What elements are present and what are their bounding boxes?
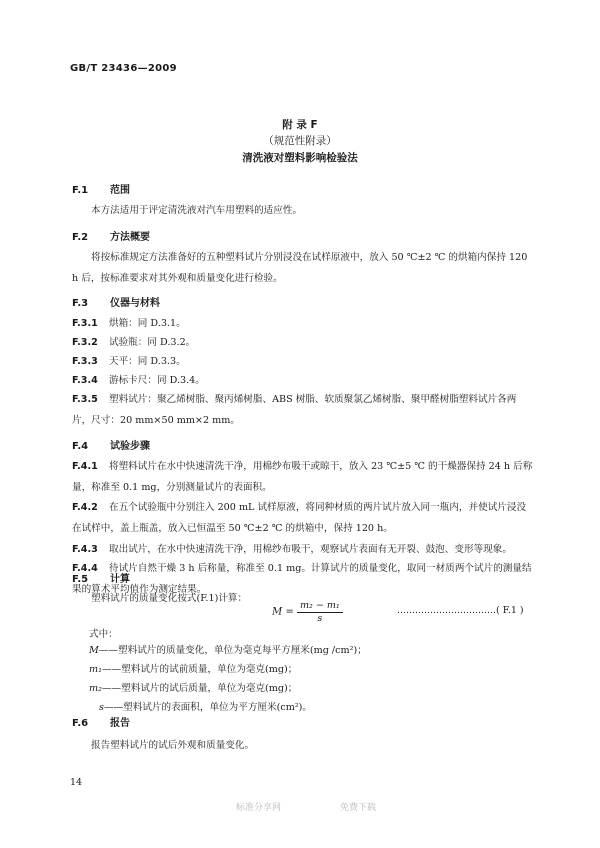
- clause-number: F.3.4: [72, 375, 98, 386]
- clause-text: 待试片自然干燥 3 h 后称量，称准至 0.1 mg。计算试片的质量变化，取同一材质两个试片的测量结果的算术平均值作为测定结果。: [72, 563, 532, 595]
- section-title: 报告: [110, 718, 130, 729]
- clause-text: 塑料试片：聚乙烯树脂、聚丙烯树脂、ABS 树脂、软质聚氯乙烯树脂、聚甲醛树脂塑料试片各两片，尺寸：20 mm×50 mm×2 mm。: [72, 394, 517, 426]
- page-number: 14: [70, 777, 83, 788]
- where-label: 式中：: [89, 629, 118, 640]
- variable-description: ——塑料试片的试前质量，单位为毫克(mg)；: [101, 664, 298, 675]
- variable-symbol: m₂: [89, 683, 102, 694]
- section-heading-f5: [72, 570, 130, 585]
- variable-definition: [89, 679, 297, 698]
- section-f1-text: 本方法适用于评定清洗液对汽车用塑料的适应性。: [91, 205, 303, 216]
- section-heading-f2: [72, 228, 150, 243]
- section-number: F.6: [72, 718, 89, 729]
- section-f2-text: 将按标准规定方法准备好的五种塑料试片分别浸没在试样原液中，放入 50 ℃±2 ℃ 的烘箱内保持 120 h 后，按标准要求对其外观和质量变化进行检验。: [72, 252, 528, 284]
- section-number: F.2: [72, 232, 89, 243]
- clause-f3-4: [72, 370, 534, 391]
- section-number: F.1: [72, 185, 89, 196]
- clause-text: 试验瓶：同 D.3.2。: [109, 337, 196, 348]
- mass-change-formula: [272, 600, 343, 624]
- clause-number: F.3.2: [72, 337, 98, 348]
- section-title: 仪器与材料: [110, 298, 160, 309]
- clause-number: F.3.3: [72, 356, 98, 367]
- section-heading-f3: [72, 294, 160, 309]
- section-title: 试验步骤: [110, 441, 150, 452]
- clause-f4-1: [72, 456, 534, 498]
- standard-number: GB/T 23436—2009: [70, 63, 177, 74]
- variable-description: ——塑料试片的表面积，单位为平方厘米(cm²)。: [103, 702, 313, 713]
- formula-equals: =: [285, 606, 294, 618]
- clause-text: 天平：同 D.3.3。: [109, 356, 186, 367]
- clause-number: F.4.2: [72, 502, 98, 513]
- clause-number: F.3.1: [72, 318, 98, 329]
- formula-reference: ( F.1 ): [496, 605, 524, 616]
- formula-dot-leader: ……………………………: [397, 606, 496, 616]
- section-title: 计算: [110, 574, 130, 585]
- section-number: F.3: [72, 298, 89, 309]
- clause-text: 烘箱：同 D.3.1。: [109, 318, 186, 329]
- variable-symbol: M: [89, 645, 99, 656]
- section-number: F.4: [72, 441, 89, 452]
- section-title: 方法概要: [110, 232, 150, 243]
- variable-description: ——塑料试片的质量变化，单位为毫克每平方厘米(mg /cm²)；: [98, 645, 367, 656]
- clause-text: 在五个试验瓶中分别注入 200 mL 试样原液，将同种材质的两片试片放入同一瓶内，并使试片浸没在试样中，盖上瓶盖，放入已恒温至 50 ℃±2 ℃ 的烘箱中，保持 120 h。: [72, 502, 527, 534]
- formula-denominator: s: [317, 613, 323, 624]
- variable-definition: [99, 698, 312, 717]
- variable-symbol: s: [99, 702, 104, 713]
- watermark-left: 标准分享网: [236, 803, 282, 813]
- section-title: 范围: [110, 185, 130, 196]
- variable-definition: [89, 660, 297, 679]
- clause-f3-2: [72, 332, 534, 353]
- section-heading-f6: [72, 714, 130, 729]
- clause-number: F.4.3: [72, 544, 98, 555]
- variable-definition: [89, 641, 367, 660]
- watermark-right: 免费下载: [340, 803, 377, 813]
- annex-title: 清洗液对塑料影响检验法: [242, 152, 358, 164]
- formula-numerator: m₂ − m₁: [297, 600, 343, 613]
- section-number: F.5: [72, 574, 89, 585]
- clause-f3-1: [72, 313, 534, 334]
- clause-text: 将塑料试片在水中快速清洗干净，用棉纱布吸干或晾干，放入 23 ℃±5 ℃ 的干燥器保持 24 h 后称量，称准至 0.1 mg，分别测量试片的表面积。: [72, 461, 533, 493]
- clause-f3-5: [72, 389, 534, 431]
- section-heading-f4: [72, 437, 150, 452]
- clause-text: 取出试片，在水中快速清洗干净，用棉纱布吸干，观察试片表面有无开裂、鼓泡、变形等现象。: [109, 544, 512, 555]
- clause-number: F.3.5: [72, 394, 98, 405]
- section-heading-f1: [72, 181, 130, 196]
- variable-symbol: m₁: [89, 664, 102, 675]
- calculation-intro: 塑料试片的质量变化按式(F.1)计算：: [91, 593, 248, 604]
- clause-f4-2: [72, 497, 534, 539]
- clause-number: F.4.4: [72, 563, 98, 574]
- section-f6-text: 报告塑料试片的试后外观和质量变化。: [91, 740, 255, 751]
- clause-f4-3: [72, 539, 534, 560]
- annex-nature: （规范性附录）: [263, 135, 337, 147]
- clause-number: F.4.1: [72, 461, 98, 472]
- formula-lhs: M: [272, 606, 283, 618]
- annex-label: 附 录 F: [282, 119, 318, 131]
- variable-description: ——塑料试片的试后质量，单位为毫克(mg)；: [101, 683, 298, 694]
- formula-fraction: [297, 600, 343, 624]
- clause-f3-3: [72, 351, 534, 372]
- clause-text: 游标卡尺：同 D.3.4。: [109, 375, 205, 386]
